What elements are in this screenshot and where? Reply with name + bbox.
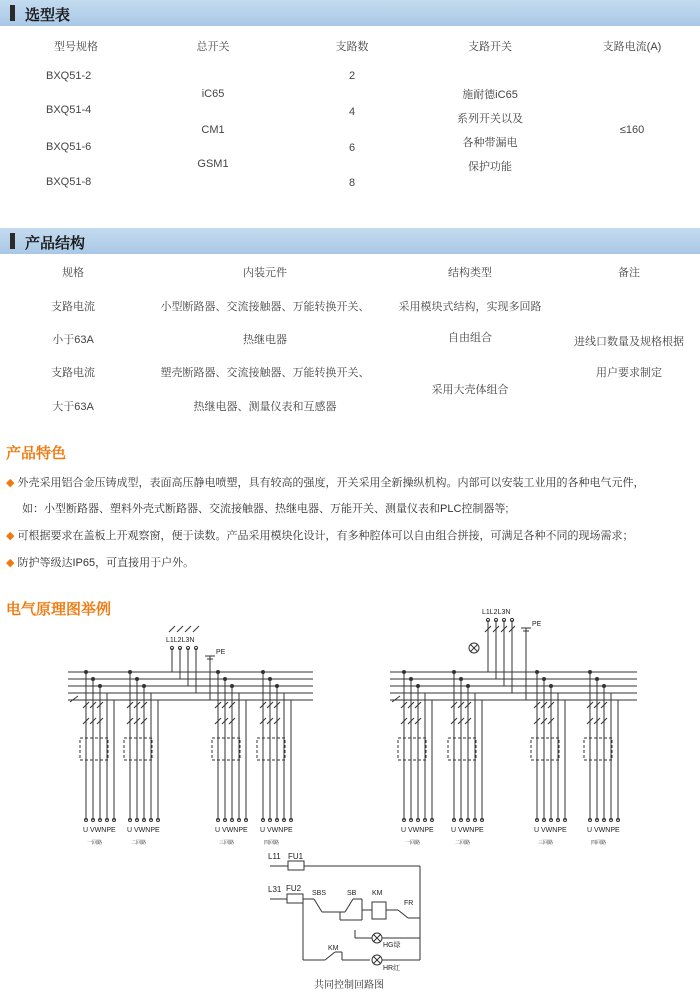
terminal-labels: U VWNPE — [451, 827, 484, 834]
feature-text: 如：小型断路器、塑料外壳式断路器、交流接触器、热继电器、万能开关、测量仪表和PLC控制器等; — [22, 503, 509, 515]
component-line: 塑壳断路器、交流接触器、万能转换开关、 — [160, 367, 370, 379]
feature-item — [6, 527, 633, 543]
type-line: 采用大壳体组合 — [431, 384, 509, 396]
component-line: 小型断路器、交流接触器、万能转换开关、 — [160, 301, 370, 313]
col-header-main-switch: 总开关 — [196, 41, 230, 53]
bus-junction — [536, 671, 539, 674]
label-sb: SB — [347, 890, 357, 897]
bus-junction — [217, 671, 220, 674]
terminal-labels: U VWNPE — [587, 827, 620, 834]
branch-module-box — [124, 738, 152, 760]
spec-line: 支路电流 — [51, 367, 95, 379]
circuit-label: 四回路 — [591, 840, 607, 846]
right-distribution-diagram — [390, 609, 637, 846]
label-km-aux: KM — [328, 945, 339, 952]
bus-junction — [467, 685, 470, 688]
structure-header — [0, 228, 700, 254]
bus-junction — [596, 678, 599, 681]
terminal-labels: U VWNPE — [401, 827, 434, 834]
bus-junction — [231, 685, 234, 688]
branch-count-cell: 6 — [348, 142, 356, 154]
branch-switch-line: 保护功能 — [468, 161, 512, 173]
label-hg: HG绿 — [383, 942, 401, 949]
control-circuit-caption: 共同控制回路图 — [314, 980, 384, 991]
diamond-bullet-icon: ◆ — [6, 530, 15, 542]
terminal-labels: U VWNPE — [83, 827, 116, 834]
control-circuit — [270, 861, 420, 965]
circuit-label: 三回路 — [538, 840, 554, 846]
branch-module-box — [531, 738, 559, 760]
component-line: 热继电器 — [243, 334, 287, 346]
fuse-fu1 — [288, 861, 304, 870]
bus-junction — [603, 685, 606, 688]
bus-junction — [99, 685, 102, 688]
contactor-coil-km — [372, 902, 386, 919]
terminal-labels: U VWNPE — [215, 827, 248, 834]
bus-junction — [269, 678, 272, 681]
feature-item — [6, 474, 644, 490]
type-line: 采用模块式结构，实现多回路 — [398, 301, 542, 313]
feature-item — [6, 554, 194, 570]
spec-line: 大于63A — [52, 401, 94, 413]
col-header-branch-current: 支路电流(A) — [602, 41, 662, 53]
branch-module-box — [257, 738, 285, 760]
incoming-switch — [177, 626, 183, 632]
diagram-title: 电气原理图举例 — [6, 600, 112, 618]
main-switch-cell: iC65 — [201, 88, 225, 100]
circuit-label: 一回路 — [87, 840, 103, 846]
branch-module-box — [448, 738, 476, 760]
branch-switch-line: 系列开关以及 — [457, 113, 523, 125]
label-hr: HR红 — [383, 965, 401, 972]
bus-junction — [276, 685, 279, 688]
circuit-label: 四回路 — [264, 840, 280, 846]
bus-junction — [589, 671, 592, 674]
incoming-line-labels: L1L2L3N — [166, 637, 195, 644]
model-cell: BXQ51-8 — [46, 176, 92, 188]
header-marker — [10, 233, 15, 249]
main-switch-mark — [70, 696, 78, 702]
label-km: KM — [372, 890, 383, 897]
component-line: 热继电器、测量仪表和互感器 — [193, 401, 337, 413]
label-fr: FR — [404, 900, 414, 907]
feature-text: 防护等级达IP65，可直接用于户外。 — [17, 557, 195, 569]
col-header-branch-count: 支路数 — [335, 41, 369, 53]
main-switch-cell: GSM1 — [197, 158, 229, 170]
main-switch-mark — [392, 696, 400, 702]
branch-module-box — [398, 738, 426, 760]
bus-junction — [550, 685, 553, 688]
control-circuit-labels — [268, 852, 413, 991]
branch-count-cell: 2 — [348, 70, 356, 82]
bus-junction — [85, 671, 88, 674]
label-fu2: FU2 — [286, 884, 302, 893]
branch-module-box — [212, 738, 240, 760]
bus-junction — [92, 678, 95, 681]
feature-item-continued — [22, 500, 508, 516]
circuit-label: 三回路 — [219, 840, 235, 846]
feature-text: 可根据要求在盖板上开观察窗，便于读数。产品采用模块化设计，有多种腔体可以自由组合拼接，可满足各种不同的现场需求； — [17, 530, 634, 542]
fuse-fu2 — [287, 894, 303, 903]
bus-junction — [224, 678, 227, 681]
remark-line: 进线口数量及规格根据 — [574, 336, 684, 348]
bus-junction — [143, 685, 146, 688]
contactor-aux-km — [325, 952, 335, 960]
model-cell: BXQ51-2 — [46, 70, 92, 82]
bus-junction — [460, 678, 463, 681]
col-header-model: 型号规格 — [54, 41, 98, 53]
diamond-bullet-icon: ◆ — [6, 557, 15, 569]
header-marker — [10, 5, 15, 21]
bus-junction — [410, 678, 413, 681]
spec-line: 支路电流 — [51, 301, 95, 313]
terminal-labels: U VWNPE — [260, 827, 293, 834]
incoming-switch — [193, 626, 199, 632]
remark-line: 用户要求制定 — [596, 367, 662, 379]
pe-label: PE — [532, 621, 542, 628]
bus-junction — [453, 671, 456, 674]
branch-module-box — [584, 738, 612, 760]
bus-junction — [262, 671, 265, 674]
branch-switch-line: 施耐德iC65 — [462, 89, 518, 101]
col-header-spec: 规格 — [62, 267, 84, 279]
bus-junction — [136, 678, 139, 681]
left-distribution-diagram — [68, 626, 313, 846]
incoming-switch — [185, 626, 191, 632]
col-header-components: 内装元件 — [243, 267, 287, 279]
main-switch-cell: CM1 — [201, 124, 225, 136]
incoming-switch — [169, 626, 175, 632]
wiring-diagrams — [0, 600, 700, 994]
feature-text: 外壳采用铝合金压铸成型，表面高压静电喷塑，具有较高的强度，开关采用全新操纵机构。内部可以安装工业用的各种电气元件， — [17, 477, 645, 489]
incoming-line-labels: L1L2L3N — [482, 609, 511, 616]
circuit-label: 一回路 — [405, 840, 421, 846]
col-header-branch-switch: 支路开关 — [468, 41, 512, 53]
stop-switch-sbs — [314, 899, 322, 912]
circuit-label: 二回路 — [131, 840, 147, 846]
label-fu1: FU1 — [288, 852, 304, 861]
structure-title: 产品结构 — [25, 234, 86, 252]
branch-count-cell: 8 — [348, 177, 356, 189]
branch-switch-line: 各种带漏电 — [462, 137, 518, 149]
pe-label: PE — [216, 649, 226, 656]
type-line: 自由组合 — [448, 332, 492, 344]
col-header-remark: 备注 — [618, 267, 640, 279]
model-cell: BXQ51-6 — [46, 141, 92, 153]
bus-junction — [543, 678, 546, 681]
terminal-labels: U VWNPE — [534, 827, 567, 834]
selection-table-header — [0, 0, 700, 26]
branch-current-cell: ≤160 — [619, 124, 645, 136]
diamond-bullet-icon: ◆ — [6, 477, 15, 489]
thermal-relay-fr — [398, 910, 408, 918]
terminal-labels: U VWNPE — [127, 827, 160, 834]
label-l11: L11 — [268, 852, 281, 861]
branch-module-box — [80, 738, 108, 760]
circuit-label: 二回路 — [455, 840, 471, 846]
features-title: 产品特色 — [6, 444, 67, 462]
start-switch-sb — [345, 899, 353, 912]
col-header-type: 结构类型 — [448, 267, 492, 279]
label-sbs: SBS — [312, 890, 327, 897]
model-cell: BXQ51-4 — [46, 104, 92, 116]
label-l31: L31 — [268, 885, 282, 894]
bus-junction — [403, 671, 406, 674]
spec-line: 小于63A — [52, 334, 94, 346]
selection-table-title: 选型表 — [25, 6, 71, 24]
branch-count-cell: 4 — [348, 106, 356, 118]
bus-junction — [417, 685, 420, 688]
bus-junction — [129, 671, 132, 674]
